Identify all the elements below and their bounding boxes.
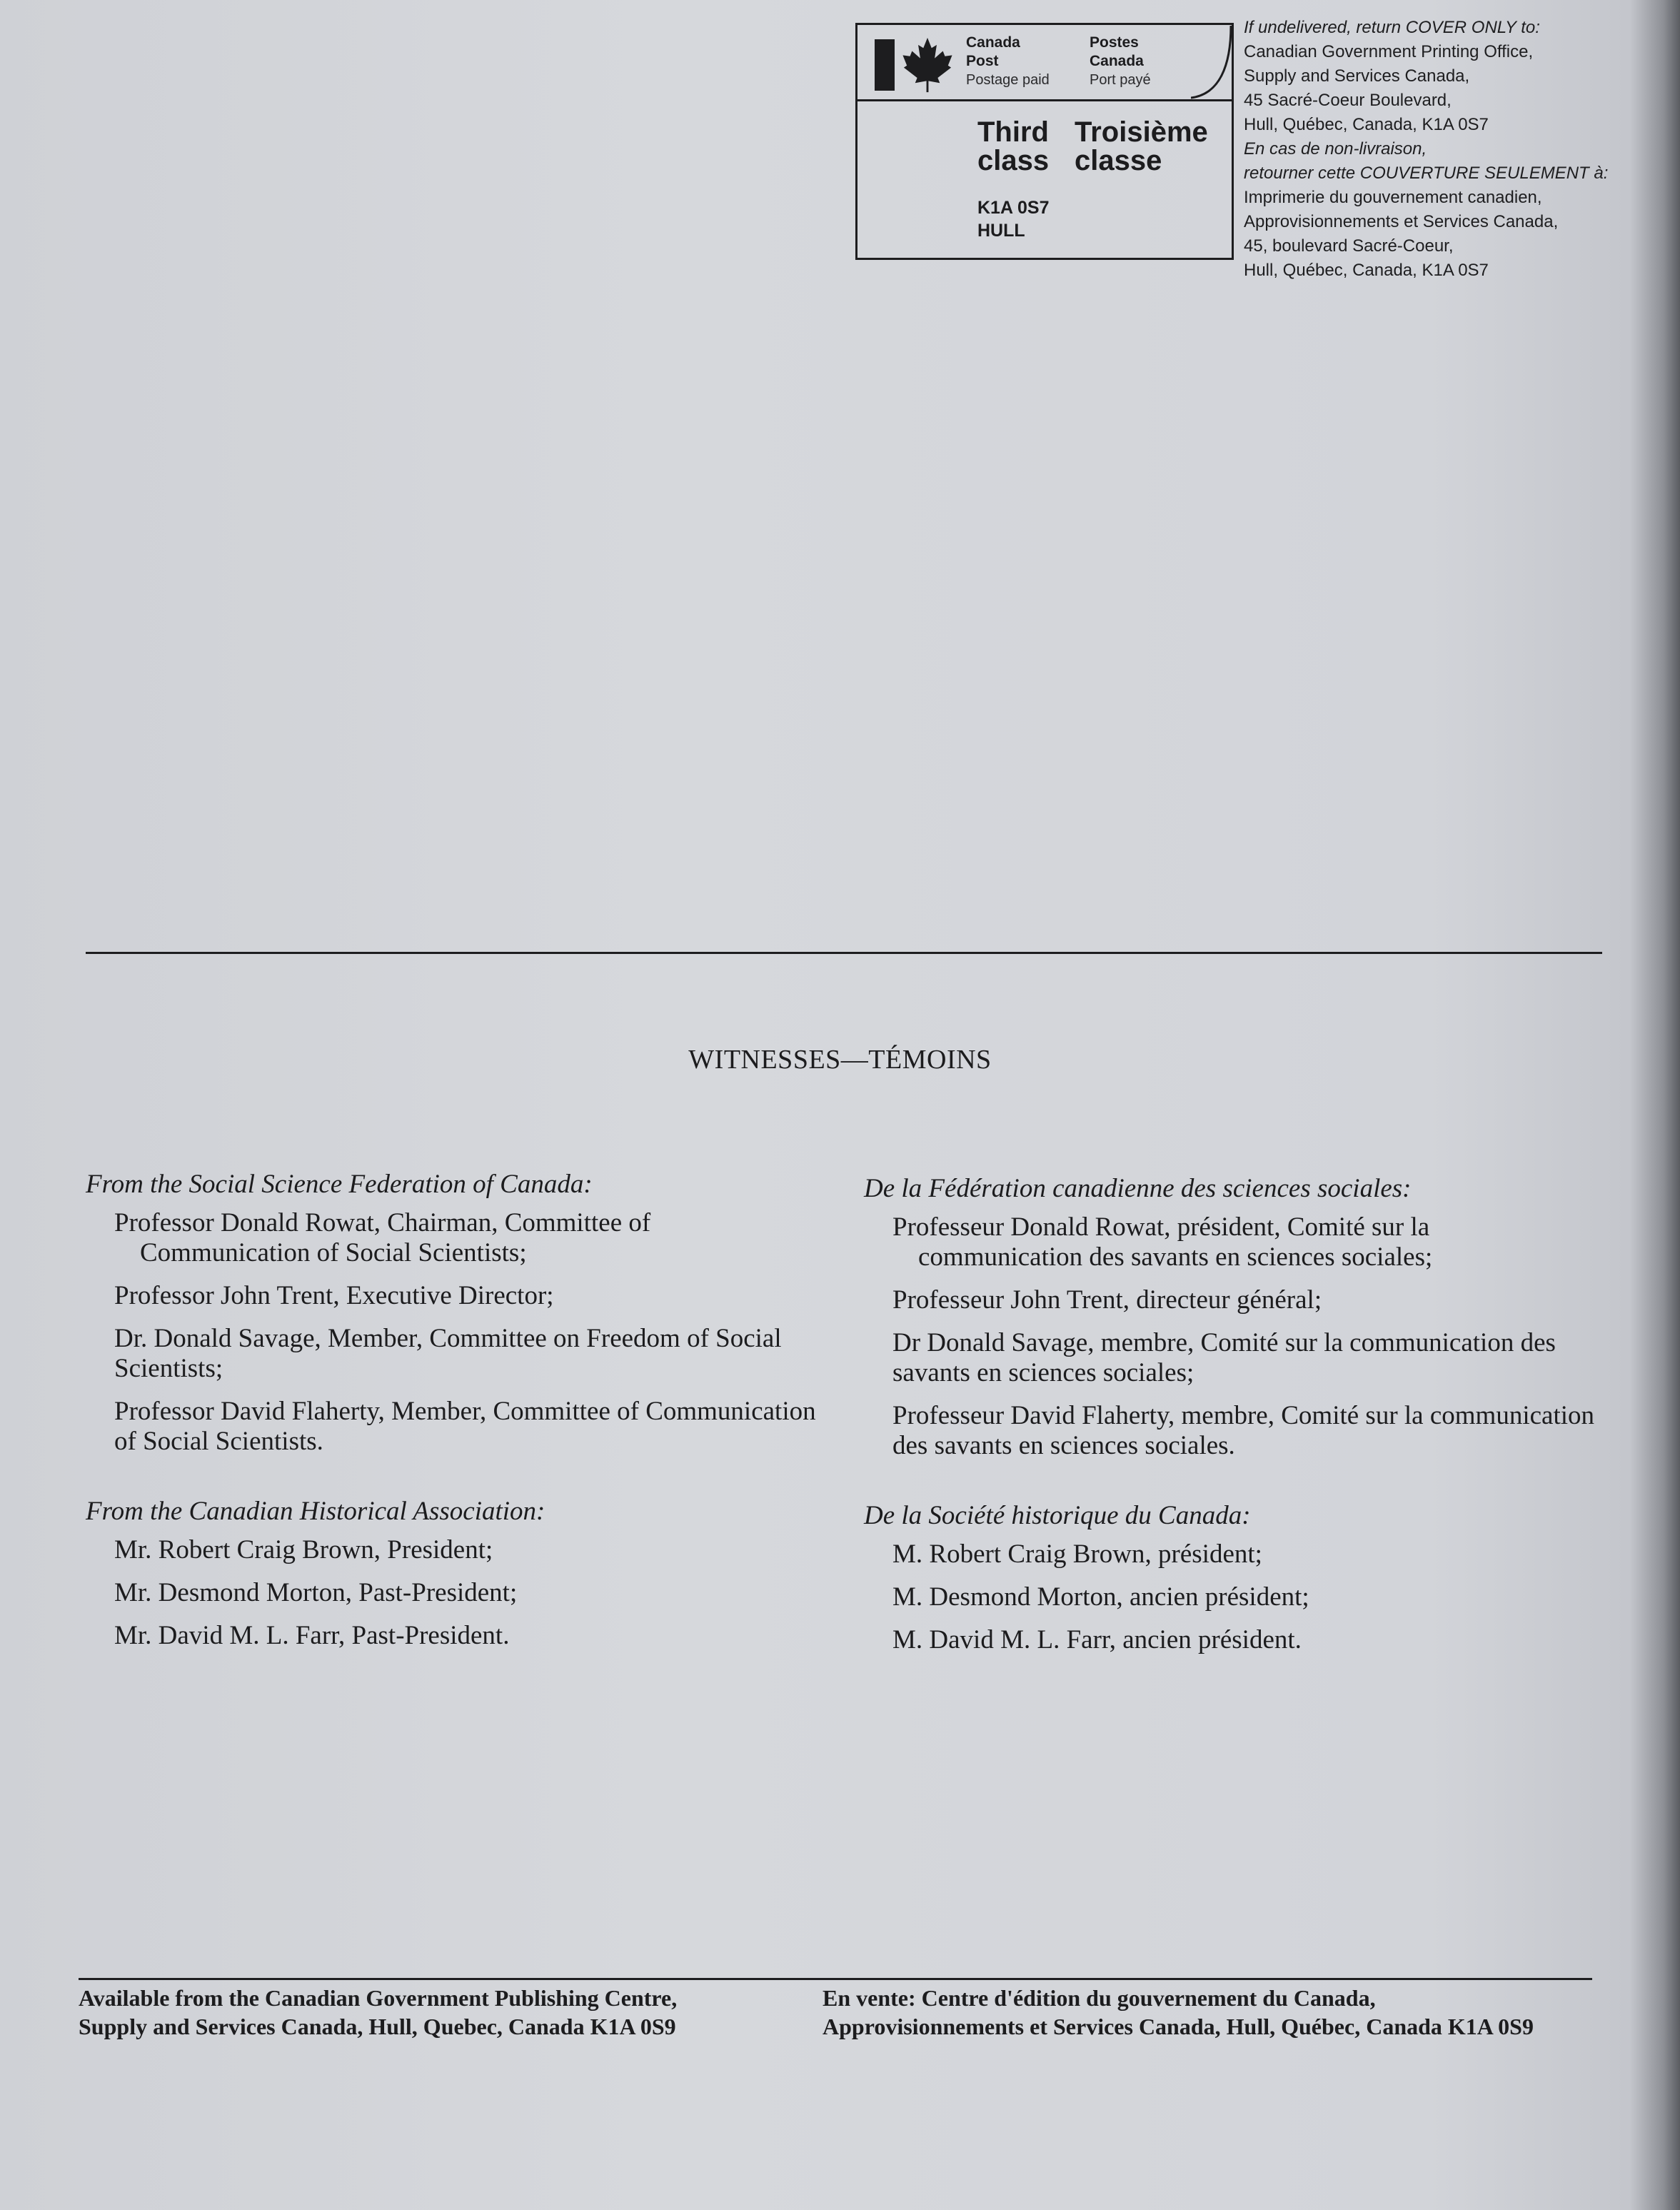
witness-text: M. Robert Craig Brown, président; — [892, 1540, 1262, 1569]
witness-text: Professeur David Flaherty, membre, Comité sur la communication des savants en sciences sociales. — [892, 1401, 1595, 1460]
org-heading-fr: De la Fédération canadienne des sciences sociales: — [864, 1174, 1412, 1203]
return-intro-en: If undelivered, return COVER ONLY to: — [1244, 18, 1540, 37]
class-third-label: Third — [977, 116, 1049, 148]
witness-text: Dr. Donald Savage, Member, Committee on Freedom of Social Scientists; — [114, 1324, 782, 1383]
maple-leaf-icon — [902, 36, 953, 94]
witness-entry — [86, 1324, 821, 1384]
witness-text: Mr. Robert Craig Brown, President; — [114, 1535, 493, 1564]
class-english — [977, 118, 1049, 175]
witness-text: Mr. David M. L. Farr, Past-President. — [114, 1621, 510, 1650]
top-rule — [86, 952, 1602, 954]
witness-text: Professeur John Trent, directeur général; — [892, 1285, 1322, 1315]
witnesses-french-column — [864, 1174, 1599, 1668]
org-heading-fr: De la Société historique du Canada: — [864, 1501, 1251, 1530]
witness-text: Professeur Donald Rowat, président, Comité sur la communication des savants en sciences sociales; — [892, 1212, 1433, 1272]
org-heading-en: From the Canadian Historical Association: — [86, 1497, 545, 1526]
witness-entry — [864, 1625, 1599, 1655]
indicia-address-code — [977, 196, 1050, 242]
indicia-postes-label: Postes — [1090, 34, 1139, 51]
witness-entry — [864, 1285, 1599, 1315]
return-intro-fr-1: En cas de non-livraison, — [1244, 139, 1427, 159]
return-line: Supply and Services Canada, — [1244, 66, 1470, 86]
indicia-english-col — [966, 34, 1050, 89]
class-troisieme-label: Troisième — [1075, 116, 1208, 148]
indicia-postage-paid-label: Postage paid — [966, 72, 1050, 88]
witness-entry — [86, 1621, 821, 1651]
witness-text: Dr Donald Savage, membre, Comité sur la communication des savants en sciences sociales; — [892, 1328, 1556, 1387]
indicia-port-paye-label: Port payé — [1090, 72, 1151, 88]
indicia-post-label: Post — [966, 53, 999, 69]
indicia-header — [857, 25, 1232, 99]
bottom-rule — [79, 1978, 1592, 1980]
return-line: Hull, Québec, Canada, K1A 0S7 — [1244, 115, 1489, 134]
return-intro-fr-2: retourner cette COUVERTURE SEULEMENT à: — [1244, 164, 1609, 183]
witness-entry — [86, 1535, 821, 1565]
indicia-french-col — [1090, 34, 1151, 89]
witness-text: M. Desmond Morton, ancien président; — [892, 1582, 1309, 1612]
witness-entry — [864, 1401, 1599, 1461]
return-line: Imprimerie du gouvernement canadien, — [1244, 188, 1542, 207]
witnesses-english-column — [86, 1170, 821, 1664]
footer-english — [79, 1984, 677, 2041]
org-heading-en: From the Social Science Federation of Canada: — [86, 1170, 593, 1199]
indicia-corner-curve — [1191, 23, 1234, 101]
footer-line: Available from the Canadian Government Publishing Centre, — [79, 1985, 678, 2011]
footer-line: En vente: Centre d'édition du gouvernement du Canada, — [823, 1985, 1376, 2011]
class-french — [1075, 118, 1208, 175]
return-line: Canadian Government Printing Office, — [1244, 42, 1534, 61]
witness-text: Professor Donald Rowat, Chairman, Committee of Communication of Social Scientists; — [114, 1208, 651, 1267]
witness-entry — [86, 1208, 821, 1268]
footer-french — [823, 1984, 1534, 2041]
indicia-postal-code: K1A 0S7 — [977, 198, 1050, 218]
class-classe-label: classe — [1075, 145, 1162, 176]
witness-text: Professor David Flaherty, Member, Committee of Communication of Social Scientists. — [114, 1397, 816, 1456]
indicia-city: HULL — [977, 221, 1025, 241]
indicia-divider — [857, 99, 1232, 101]
witness-entry — [86, 1397, 821, 1457]
return-line: 45 Sacré-Coeur Boulevard, — [1244, 91, 1452, 110]
return-line: 45, boulevard Sacré-Coeur, — [1244, 236, 1454, 256]
witness-entry — [864, 1540, 1599, 1569]
indicia-canada-fr-label: Canada — [1090, 53, 1144, 69]
witnesses-heading: WITNESSES—TÉMOINS — [688, 1045, 992, 1075]
postage-indicia — [855, 23, 1234, 260]
witness-entry — [864, 1582, 1599, 1612]
witness-text: Mr. Desmond Morton, Past-President; — [114, 1578, 518, 1607]
witness-text: M. David M. L. Farr, ancien président. — [892, 1625, 1302, 1654]
witness-entry — [86, 1281, 821, 1311]
witness-entry — [864, 1212, 1599, 1272]
return-line: Hull, Québec, Canada, K1A 0S7 — [1244, 261, 1489, 280]
return-address-block — [1244, 16, 1672, 283]
indicia-canada-label: Canada — [966, 34, 1020, 51]
witness-text: Professor John Trent, Executive Director; — [114, 1281, 554, 1310]
return-line: Approvisionnements et Services Canada, — [1244, 212, 1559, 231]
flag-bar-icon — [875, 39, 895, 91]
footer-line: Approvisionnements et Services Canada, Hull, Québec, Canada K1A 0S9 — [823, 2014, 1534, 2039]
witness-entry — [864, 1328, 1599, 1388]
class-class-label: class — [977, 145, 1050, 176]
witness-entry — [86, 1578, 821, 1608]
footer-line: Supply and Services Canada, Hull, Quebec, Canada K1A 0S9 — [79, 2014, 676, 2039]
